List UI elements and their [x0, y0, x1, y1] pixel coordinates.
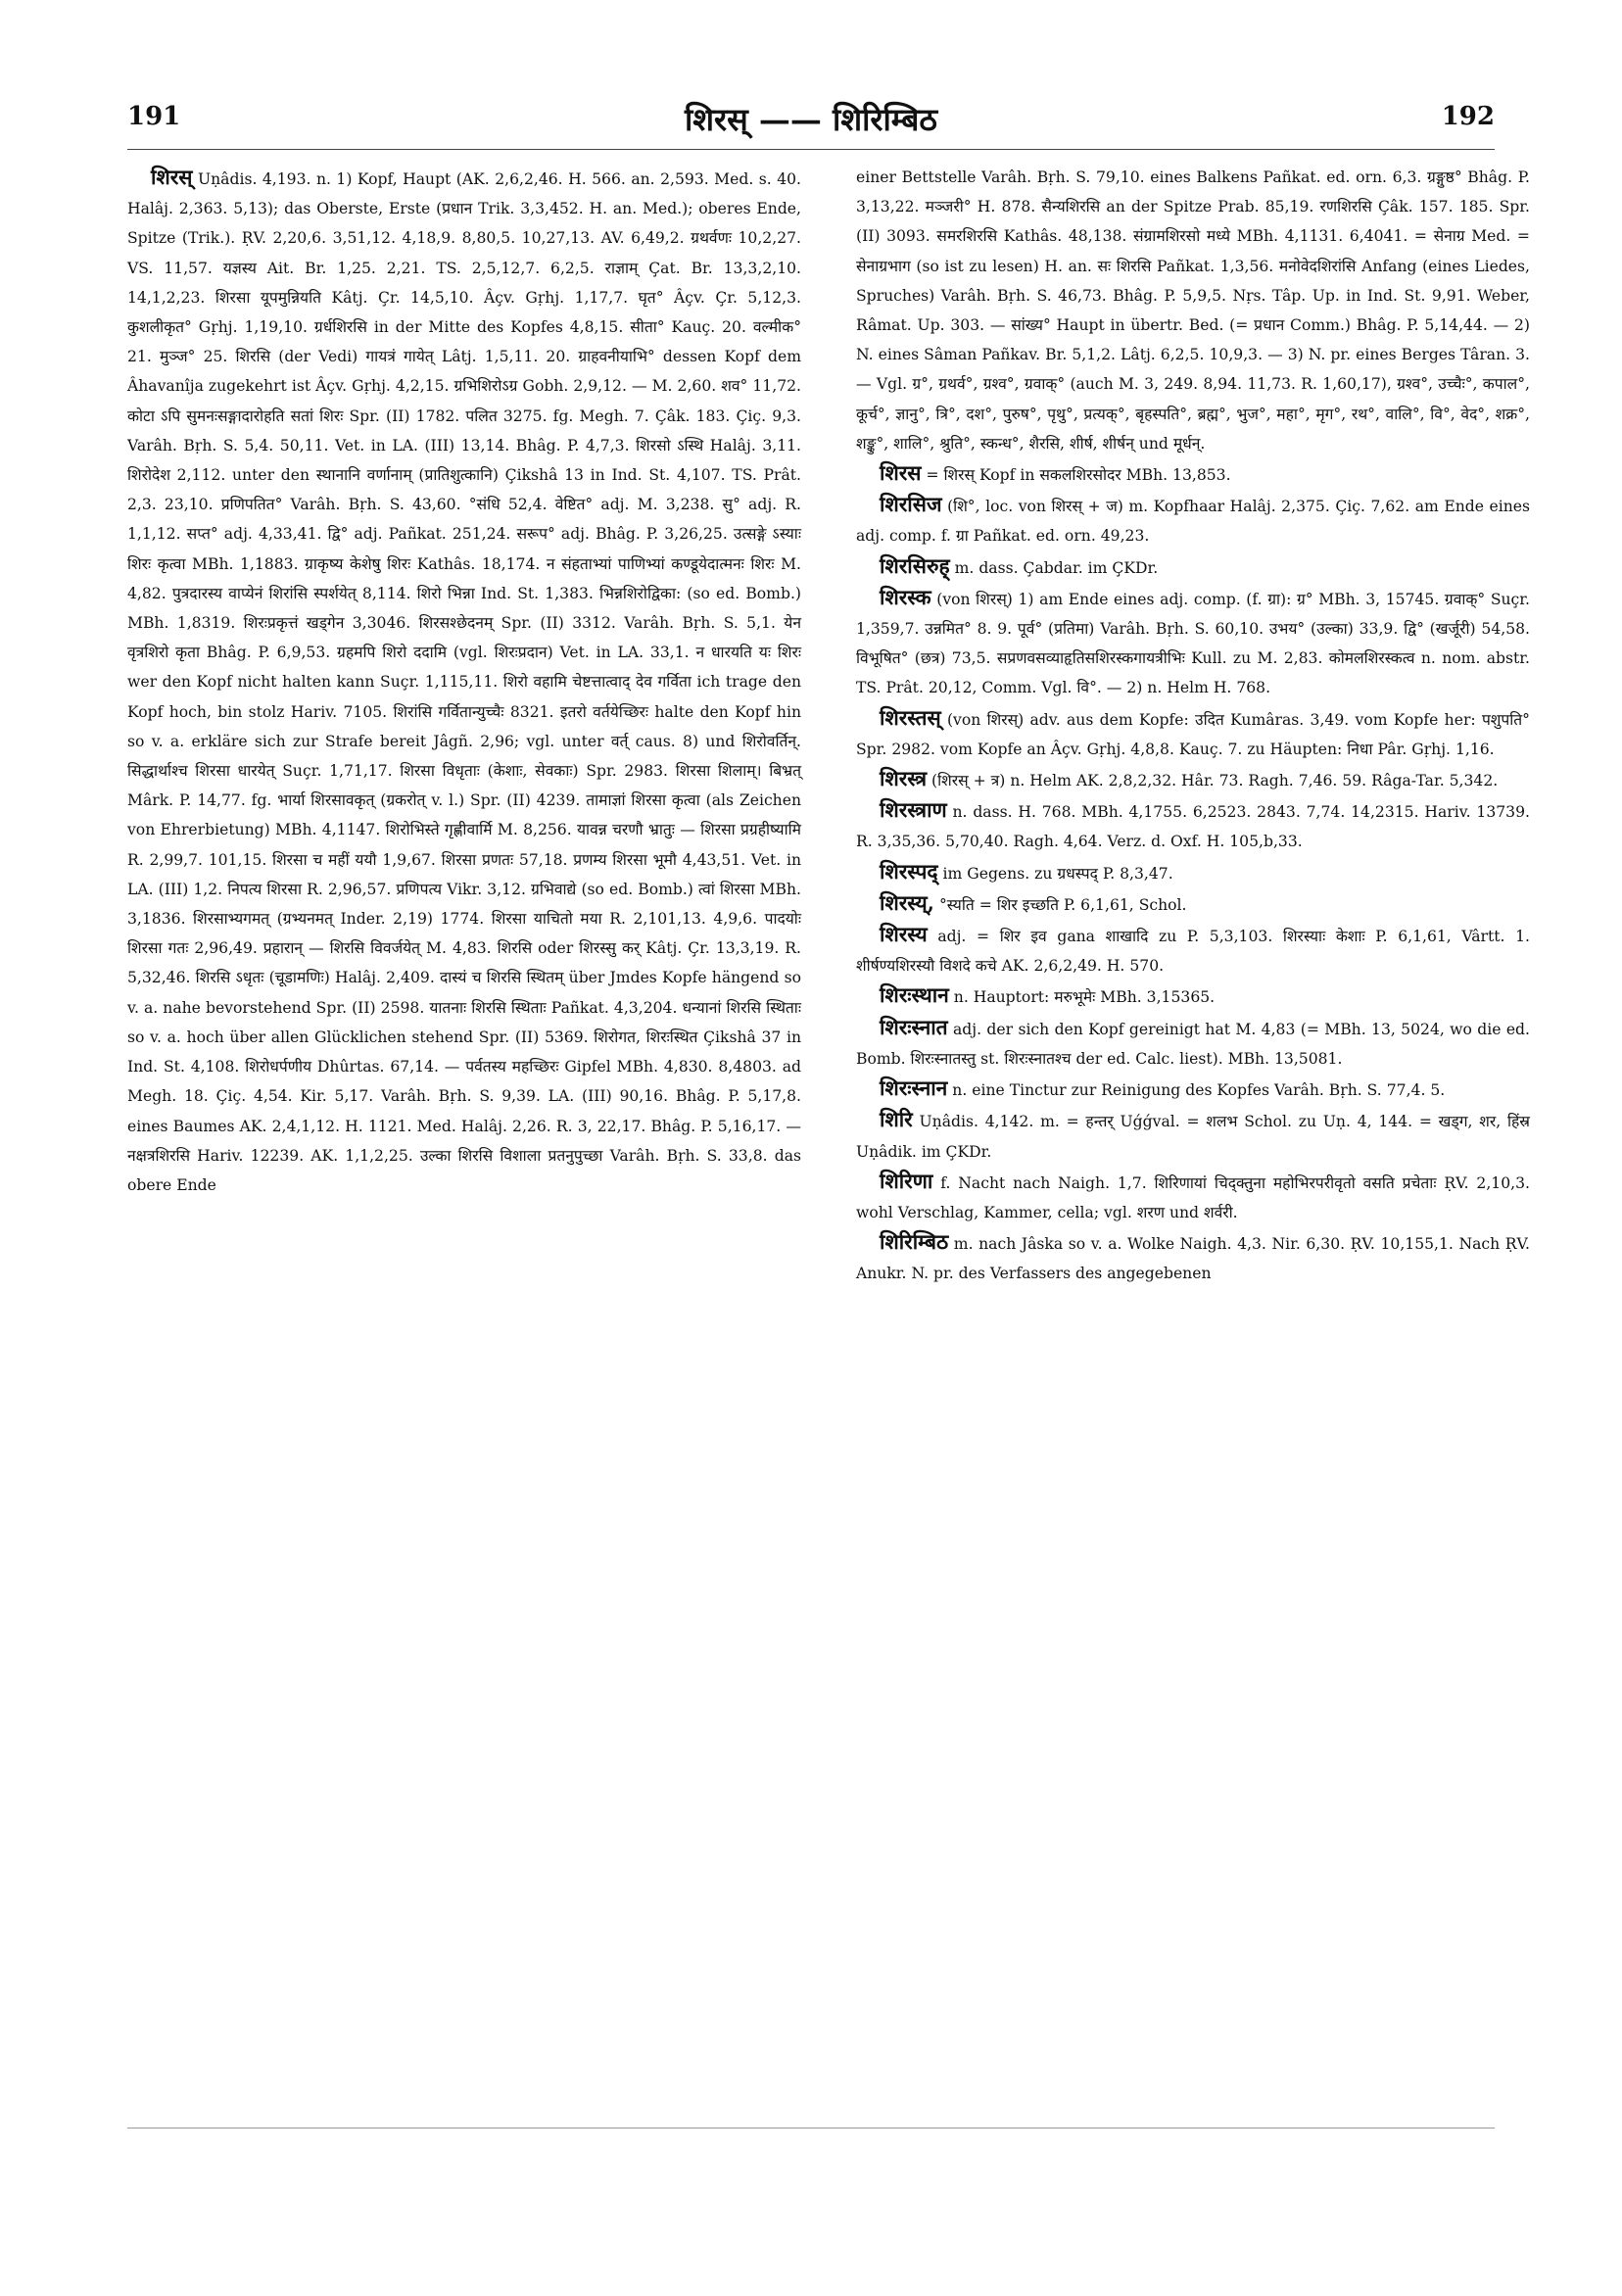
dictionary-entry [856, 458, 1530, 490]
dictionary-entry [127, 163, 801, 1200]
dictionary-entry [856, 795, 1530, 856]
entry-headword: शिरस्य्, [880, 889, 934, 915]
left-column [127, 163, 801, 1200]
dictionary-entry [856, 583, 1530, 703]
entry-headword: शिरःस्थान [880, 982, 949, 1008]
entry-text: Uṇâdis. 4,193. n. 1) Kopf, Haupt (AK. 2,6,2,46. H. 566. an. 2,593. Med. s. 40. Halâj. 2,363. 5,13); das Oberste, Erste (प्रधान Trik. 3,3,452. H. an. Med.); oberes Ende, Spitze (Trik.). ṚV. 2,20,6. 3,51,12. 4,18,9. 8,80,5. 10,27,13. AV. 6,49,2. ग्रथर्वणः 10,2,27. VS. 11,57. यज्ञस्य Ait. Br. 1,25. 2,21. TS. 2,5,12,7. 6,2,5. राज्ञाम् Çat. Br. 13,3,2,10. 14,1,2,23. शिरसा यूपमुन्नियति Kâtj. Çr. 14,5,10. Âçv. Gṛhj. 1,17,7. घृत° Âçv. Çr. 5,12,3. कुशलीकृत° Gṛhj. 1,19,10. ग्रर्धशिरसि in der Mitte des Kopfes 4,8,15. सीता° Kauç. 20. वल्मीक° 21. मुञ्ज° 25. शिरसि (der Vedi) गायत्रं गायेत् Lâtj. 1,5,11. 20. ग्राहवनीयाभि° dessen Kopf dem Âhavanîja zugekehrt ist Âçv. Gṛhj. 4,2,15. ग्रभिशिरोऽग्र Gobh. 2,9,12. — M. 2,60. शव° 11,72. कोटा ऽपि सुमनःसङ्गादारोहति सतां शिरः Spr. (II) 1782. पलित 3275. fg. Megh. 7. Çâk. 183. Çiç. 9,3. Varâh. Bṛh. S. 5,4. 50,11. Vet. in LA. (III) 13,14. Bhâg. P. 4,7,3. शिरसो ऽस्थि Halâj. 3,11. शिरोदेश 2,112. unter den स्थानानि वर्णानाम् (प्रातिशुत्कानि) Çikshâ 13 in Ind. St. 4,107. TS. Prât. 2,3. 23,10. प्रणिपतित° Varâh. Bṛh. S. 43,60. °संधि 52,4. वेष्टित° adj. M. 3,238. सु° adj. R. 1,1,12. सप्त° adj. 4,33,41. द्वि° adj. Pañkat. 251,24. सरूप° adj. Bhâg. P. 3,26,25. उत्सङ्गे ऽस्याः शिरः कृत्वा MBh. 1,1883. ग्राकृष्य केशेषु शिरः Kathâs. 18,174. न संहताभ्यां पाणिभ्यां कण्डूयेदात्मनः शिरः M. 4,82. पुत्रदारस्य वाप्येनं शिरांसि स्पर्शयेत् 8,114. शिरो भिन्ना Ind. St. 1,383. भिन्नशिरोद्विका: (so ed. Bomb.) MBh. 1,8319. शिरःप्रकृत्तं खड्गेन 3,3046. शिरसश्छेदनम् Spr. (II) 3312. Varâh. Bṛh. S. 5,1. येन वृत्रशिरो कृता Bhâg. P. 6,9,53. ग्रहमपि शिरो ददामि (vgl. शिरःप्रदान) Vet. in LA. 33,1. न धारयति यः शिरः wer den Kopf nicht halten kann Suçr. 1,115,11. शिरो वहामि चेष्टत्तात्वाद् देव गर्विता ich trage den Kopf hoch, bin stolz Hariv. 7105. शिरांसि गर्वितान्युच्चैः 8321. इतरो वर्तयेच्छिरः halte den Kopf hin so v. a. erkläre sich zur Strafe bereit Jâgñ. 2,96; vgl. unter वर्त् caus. 8) und शिरोवर्तिन्. सिद्धार्थाश्च शिरसा धारयेत् Suçr. 1,71,17. शिरसा विधृताः (केशाः, सेवकाः) Spr. 2983. शिरसा शिलाम्। बिभ्रत् Mârk. P. 14,77. fg. भार्या शिरसावकृत् (ग्रकरोत् v. l.) Spr. (II) 4239. तामाज्ञां शिरसा कृत्वा (als Zeichen von Ehrerbietung) MBh. 4,1147. शिरोभिस्ते गृह्णीवार्मि M. 8,256. यावन्न चरणौ भ्रातुः — शिरसा प्रग्रहीष्यामि R. 2,99,7. 101,15. शिरसा च महीं ययौ 1,9,67. शिरसा प्रणतः 57,18. प्रणम्य शिरसा भूमौ 4,43,51. Vet. in LA. (III) 1,2. निपत्य शिरसा R. 2,96,57. प्रणिपत्य Vikr. 3,12. ग्रभिवाद्ये (so ed. Bomb.) त्वां शिरसा MBh. 3,1836. शिरसाभ्यगमत् (ग्रभ्यनमत् Inder. 2,19) 1774. शिरसा याचितो मया R. 2,101,13. 4,9,6. पादयोः शिरसा गतः 2,96,49. प्रहारान् — शिरसि विवर्जयेत् M. 4,83. शिरसि oder शिरस्सु कर् Kâtj. Çr. 13,3,19. R. 5,32,46. शिरसि ऽधृतः (चूडामणिः) Halâj. 2,409. दास्यं च शिरसि स्थितम् über Jmdes Kopfe hängend so v. a. nahe bevorstehend Spr. (II) 2598. यातनाः शिरसि स्थिताः Pañkat. 4,3,204. धन्यानां शिरसि स्थिताः so v. a. hoch über allen Glücklichen stehend Spr. (II) 5369. शिरोगत, शिरःस्थित Çikshâ 37 in Ind. St. 4,108. शिरोधर्पणीय Dhûrtas. 67,14. — पर्वतस्य महच्छिरः Gipfel MBh. 4,830. 8,4803. ad Megh. 18. Çiç. 4,54. Kir. 5,17. Varâh. Bṛh. S. 9,39. LA. (III) 90,16. Bhâg. P. 5,17,8. eines Baumes AK. 2,4,1,12. H. 1121. Med. Halâj. 2,26. R. 3, 22,17. Bhâg. P. 5,16,17. — नक्षत्रशिरसि Hariv. 12239. AK. 1,1,2,25. उल्का शिरसि विशाला प्रतनुपुच्छा Varâh. Bṛh. S. 33,8. das obere Ende [127, 170, 801, 1194]
entry-text: °स्यति = शिर इच्छति P. 6,1,61, Schol. [938, 895, 1187, 914]
entry-text: (शि°, loc. von शिरस् + ज) m. Kopfhaar Halâj. 2,375. Çiç. 7,62. am Ende eines adj. comp. f. ग्रा Pañkat. ed. orn. 49,23. [856, 498, 1530, 546]
dictionary-entry [856, 1227, 1530, 1288]
dictionary-entry [856, 1105, 1530, 1166]
entry-headword: शिरसिज [880, 492, 942, 517]
dictionary-entry [856, 551, 1530, 583]
dictionary-entry [856, 888, 1530, 920]
entry-headword: शिरिम्बिठ [880, 1229, 949, 1255]
entry-headword: शिरसिरुह् [880, 552, 950, 578]
dictionary-entry [856, 163, 1530, 458]
entry-text: adj. = शिर इव gana शाखादि zu P. 5,3,103. शिरस्याः केशाः P. 6,1,61, Vârtt. 1. शीर्षण्यशिरस्यौ विशदे कचे AK. 2,6,2,49. H. 570. [856, 928, 1530, 976]
entry-headword: शिरस्तस् [880, 704, 941, 730]
entry-text: f. Nacht nach Naigh. 1,7. शिरिणायां चिद्क्तुना महोभिरपरीवृतो वसति प्रचेताः ṚV. 2,10,3. wohl Verschlag, Kammer, cella; vgl. शरण und शर्वरी. [856, 1173, 1530, 1221]
entry-headword: शिरस्त्र [880, 766, 928, 791]
footer-rule [127, 2128, 1495, 2129]
entry-headword: शिरस् [151, 165, 193, 189]
entry-text: adj. der sich den Kopf gereinigt hat M. 4,83 (= MBh. 13, 5024, wo die ed. Bomb. शिरःस्नातस्तु st. शिरःस्नातश्च der ed. Calc. liest). MBh. 13,5081. [856, 1020, 1530, 1068]
header-rule [127, 149, 1495, 150]
entry-headword: शिरि [880, 1107, 913, 1132]
entry-headword: शिरस्त्राण [880, 797, 947, 823]
dictionary-entry [856, 764, 1530, 795]
entry-text: m. nach Jâska so v. a. Wolke Naigh. 4,3. Nir. 6,30. ṚV. 10,155,1. Nach ṚV. Anukr. N. pr. des Verfassers des angegebenen [856, 1235, 1530, 1283]
dictionary-entry [856, 1074, 1530, 1105]
entry-text: n. dass. H. 768. MBh. 4,1755. 6,2523. 2843. 7,74. 14,2315. Hariv. 13739. R. 3,35,36. 5,70,40. Ragh. 4,64. Verz. d. Oxf. H. 105,b,33. [856, 803, 1530, 851]
dictionary-entry [856, 981, 1530, 1012]
entry-text: Uṇâdis. 4,142. m. = हन्तर् Uǵǵval. = शलभ Schol. zu Uṇ. 4, 144. = खड्ग, शर, हिंस्र Uṇâdik. im ÇKDr. [856, 1113, 1530, 1161]
dictionary-entry [856, 857, 1530, 888]
entry-headword: शिरिणा [880, 1168, 933, 1193]
entry-headword: शिरस [880, 460, 922, 486]
entry-text: = शिरस् Kopf in सकलशिरसोदर MBh. 13,853. [926, 466, 1231, 485]
entry-text: einer Bettstelle Varâh. Bṛh. S. 79,10. eines Balkens Pañkat. ed. orn. 6,3. ग्रङ्गुष्ठ° Bhâg. P. 3,13,22. मञ्जरी° H. 878. सैन्यशिरसि an der Spitze Prab. 85,19. रणशिरसि Çâk. 157. 185. Spr. (II) 3093. समरशिरसि Kathâs. 48,138. संग्रामशिरसो मध्ये MBh. 4,1131. 6,4041. = सेनाग्र Med. = सेनाग्रभाग (so ist zu lesen) H. an. सः शिरसि Pañkat. 1,3,56. मनोवेदशिरांसि Anfang (eines Liedes, Spruches) Varâh. Bṛh. S. 46,73. Bhâg. P. 5,9,5. Nṛs. Tâp. Up. in Ind. St. 9,91. Weber, Râmat. Up. 303. — सांख्य° Haupt in übertr. Bed. (= प्रधान Comm.) Bhâg. P. 5,14,44. — 2) N. eines Sâman Pañkav. Br. 5,1,2. Lâtj. 6,2,5. 10,9,3. — 3) N. pr. eines Berges Târan. 3. — Vgl. ग्र°, ग्रथर्व°, ग्रश्व°, ग्रवाक्° (auch M. 3, 249. 8,94. 11,73. R. 1,60,17), ग्रश्व°, उच्चैः°, कपाल°, कूर्च°, ज्ञानु°, त्रि°, दश°, पुरुष°, पृथु°, प्रत्यक्°, बृहस्पति°, ब्रह्म°, भुज°, महा°, मृग°, रथ°, वालि°, वि°, वेद°, शक्र°, शङ्कु°, शालि°, श्रुति°, स्कन्ध°, शैरसि, शीर्ष, शीर्षन् und मूर्धन्. [856, 168, 1530, 453]
dictionary-entry [856, 1013, 1530, 1074]
page-number-right: 192 [1441, 102, 1495, 131]
entry-headword: शिरस्क [880, 584, 931, 609]
dictionary-entry [856, 920, 1530, 981]
running-head: शिरस् —— शिरिम्बिठ [684, 101, 938, 138]
entry-headword: शिरस्य [880, 922, 928, 947]
entry-text: n. Hauptort: मरुभूमेः MBh. 3,15365. [953, 988, 1216, 1007]
entry-text: im Gegens. zu ग्रधस्पद् P. 8,3,47. [942, 864, 1173, 883]
entry-text: m. dass. Çabdar. im ÇKDr. [954, 558, 1159, 577]
right-column [856, 163, 1530, 1289]
entry-text: (शिरस् + त्र) n. Helm AK. 2,8,2,32. Hâr. 73. Ragh. 7,46. 59. Râga-Tar. 5,342. [931, 772, 1499, 790]
entry-text: (von शिरस्) adv. aus dem Kopfe: उदित Kumâras. 3,49. vom Kopfe her: पशुपति° Spr. 2982. vom Kopfe an Âçv. Gṛhj. 4,8,8. Kauç. 7. zu Häupten: निधा Pâr. Gṛhj. 1,16. [856, 710, 1530, 758]
entry-text: n. eine Tinctur zur Reinigung des Kopfes Varâh. Bṛh. S. 77,4. 5. [952, 1081, 1446, 1100]
entry-headword: शिरःस्नात [880, 1014, 948, 1039]
entry-headword: शिरस्पद् [880, 858, 938, 884]
page-header [127, 98, 1495, 147]
entry-headword: शिरःस्नान [880, 1076, 948, 1101]
dictionary-entry [856, 1167, 1530, 1227]
dictionary-entry [856, 490, 1530, 550]
entry-text: (von शिरस्) 1) am Ende eines adj. comp. (f. ग्रा): ग्र° MBh. 3, 15745. ग्रवाक्° Suçr. 1,359,7. उन्नमित° 8. 9. पूर्व° (प्रतिमा) Varâh. Bṛh. S. 60,10. उभय° (उल्का) 33,9. द्वि° (खर्जूरी) 54,58. विभूषित° (छत्र) 73,5. सप्रणवसव्याहृतिसशिरस्कगायत्रीभिः Kull. zu M. 2,83. कोमलशिरस्कत्व n. nom. abstr. TS. Prât. 20,12, Comm. Vgl. वि°. — 2) n. Helm H. 768. [856, 590, 1530, 697]
page-number-left: 191 [127, 102, 181, 131]
dictionary-entry [856, 703, 1530, 764]
